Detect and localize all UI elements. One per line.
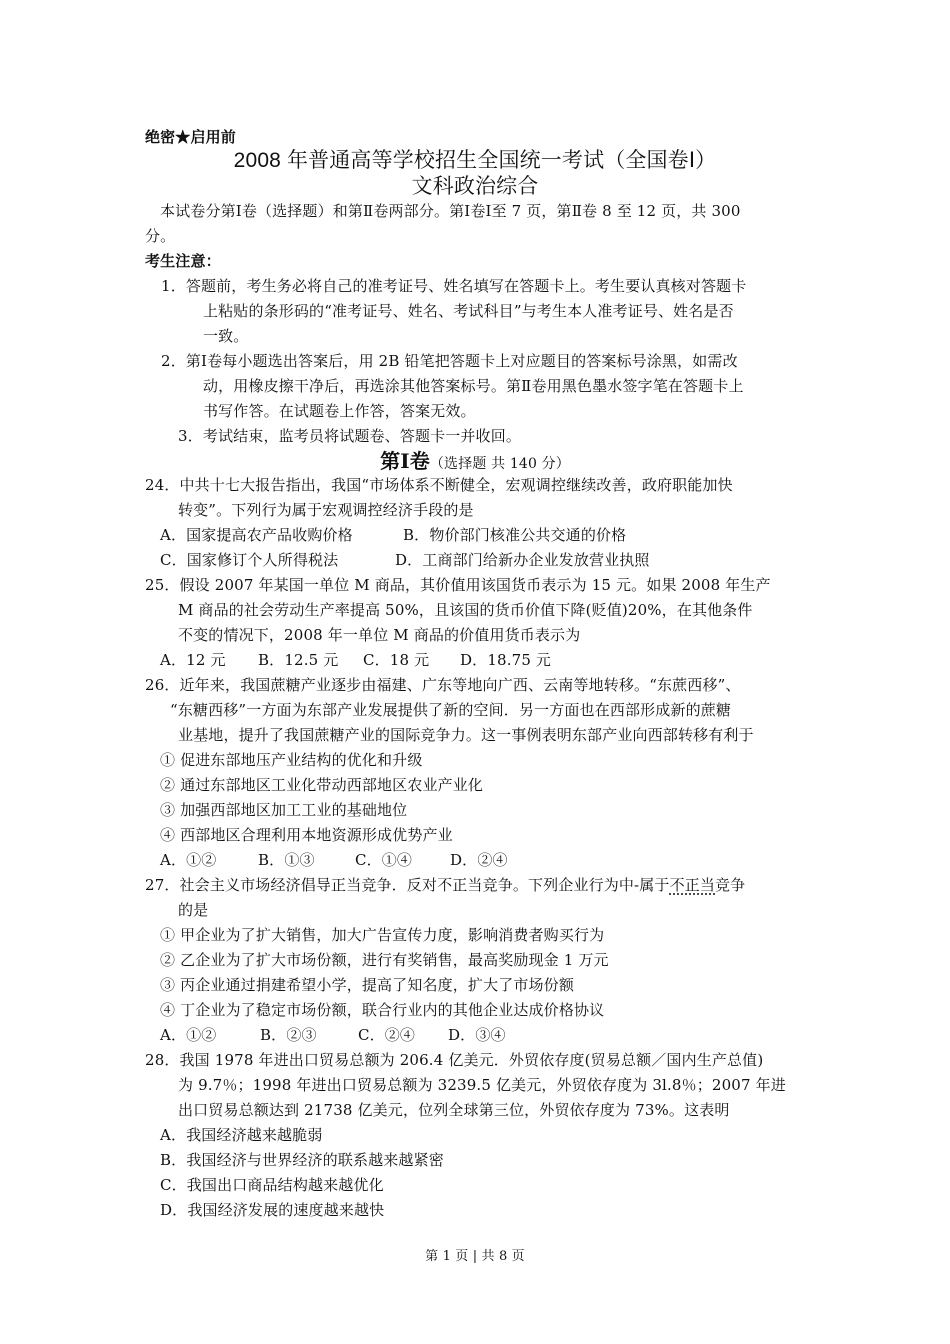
q25-line-2: M 商品的社会劳动生产率提高 50%，且该国的货币价值下降(贬值)20%，在其他条件 (178, 601, 753, 619)
q27-statement-4: ④ 丁企业为了稳定市场份额，联合行业内的其他企业达成价格协议 (160, 1001, 605, 1019)
page-footer: 第 1 页 | 共 8 页 (425, 1249, 525, 1264)
confidential-label: 绝密★启用前 (145, 128, 236, 146)
section-title (0, 449, 950, 473)
notice-item-1-line-2: 上粘贴的条形码的“准考证号、姓名、考试科目”与考生本人准考证号、姓名是否 (203, 302, 734, 320)
q26-option-c: C．①④ (355, 851, 413, 869)
q28-line-2: 为 9.7％；1998 年进出口贸易总额为 3239.5 亿美元，外贸依存度为 3l.8％；2007 年进 (178, 1076, 786, 1094)
q26-option-b: B．①③ (258, 851, 315, 869)
q28-option-d: D．我国经济发展的速度越来越快 (160, 1201, 385, 1219)
section-subtitle: （选择题 共 140 分） (429, 456, 570, 472)
q27-emphasis: 不正当 (669, 876, 716, 894)
q26-option-a: A．①② (160, 851, 217, 869)
q25-option-d: D．18.75 元 (460, 651, 552, 669)
notice-item-1-line-1: 1．答题前，考生务必将自己的准考证号、姓名填写在答题卡上。考生要认真核对答题卡 (161, 277, 747, 295)
q25-line-1: 25．假设 2007 年某国一单位 M 商品，其价值用该国货币表示为 15 元。如果 2008 年生产 (145, 576, 771, 594)
q28-line-1: 28．我国 1978 年进出口贸易总额为 206.4 亿美元．外贸依存度(贸易总额／国内生产总值) (145, 1051, 764, 1069)
q27-line-2: 的是 (178, 901, 209, 919)
q27-statement-2: ② 乙企业为了扩大市场份额，进行有奖销售，最高奖励现金 1 万元 (160, 951, 609, 969)
q26-line-1: 26．近年来，我国蔗糖产业逐步由福建、广东等地向广西、云南等地转移。“东蔗西移”、 (145, 676, 741, 694)
q27-statement-1: ① 甲企业为了扩大销售，加大广告宣传力度，影响消费者购买行为 (160, 926, 605, 944)
q24-option-c: C．国家修订个人所得税法 (160, 551, 339, 569)
notice-item-2-line-2: 动，用橡皮擦干净后，再选涂其他答案标号。第Ⅱ卷用黑色墨水签字笔在答题卡上 (203, 377, 744, 395)
q26-statement-1: ① 促进东部地压产业结构的优化和升级 (160, 751, 423, 769)
q27-option-b: B．②③ (260, 1026, 317, 1044)
q27-statement-3: ③ 丙企业通过捐建希望小学，提高了知名度，扩大了市场份额 (160, 976, 574, 994)
q24-option-b: B．物价部门核准公共交通的价格 (403, 526, 627, 544)
q26-option-d: D．②④ (450, 851, 508, 869)
q28-line-3: 出口贸易总额达到 21738 亿美元，位列全球第三位，外贸依存度为 73%。这表明 (178, 1101, 730, 1119)
q28-option-a: A．我国经济越来越脆弱 (160, 1126, 323, 1144)
notice-heading: 考生注意： (145, 252, 221, 270)
exam-title: 2008 年普通高等学校招生全国统一考试（全国卷Ⅰ） (233, 149, 717, 172)
q27-line-1-end: 竞争 (715, 876, 746, 894)
q24-line-2: 转变”。下列行为属于宏观调控经济手段的是 (178, 501, 474, 519)
notice-item-2-line-1: 2．第Ⅰ卷每小题选出答案后，用 2B 铅笔把答题卡上对应题目的答案标号涂黑，如需改 (161, 352, 738, 370)
q26-line-2: “东糖西移”一方面为东部产业发展提供了新的空间．另一方面也在西部形成新的蔗糖 (170, 701, 732, 719)
q24-option-a: A．国家提高农产品收购价格 (160, 526, 353, 544)
q27-option-a: A．①② (160, 1026, 217, 1044)
notice-item-3: 3．考试结束，监考员将试题卷、答题卡一并收回。 (178, 427, 521, 445)
intro-line-2: 分。 (145, 227, 176, 245)
q26-line-3: 业基地，提升了我国蔗糖产业的国际竞争力。这一事例表明东部产业向西部转移有利于 (178, 726, 754, 744)
q25-option-a: A．12 元 (160, 651, 226, 669)
q24-line-1: 24．中共十七大报告指出，我国“市场体系不断健全，宏观调控继续改善，政府职能加快 (145, 476, 733, 494)
q27-line-1-text: 27．社会主义市场经济倡导正当竞争．反对不正当竞争。下列企业行为中-属于 (145, 876, 670, 894)
q26-statement-4: ④ 西部地区合理利用本地资源形成优势产业 (160, 826, 453, 844)
q25-option-b: B．12.5 元 (258, 651, 339, 669)
exam-subtitle: 文科政治综合 (411, 175, 539, 198)
q27-option-d: D．③④ (448, 1026, 506, 1044)
q27-line-1 (145, 876, 745, 894)
q27-option-c: C．②④ (358, 1026, 416, 1044)
section-main-title: 第Ⅰ卷 (380, 449, 430, 473)
intro-line-1: 本试卷分第Ⅰ卷（选择题）和第Ⅱ卷两部分。第Ⅰ卷Ⅰ至 7 页，第Ⅱ卷 8 至 12 页，共 300 (160, 202, 741, 220)
q28-option-b: B．我国经济与世界经济的联系越来越紧密 (160, 1151, 444, 1169)
q24-option-d: D．工商部门给新办企业发放营业执照 (395, 551, 650, 569)
q25-option-c: C．18 元 (363, 651, 430, 669)
q25-line-3: 不变的情况下，2008 年一单位 M 商品的价值用货币表示为 (178, 626, 581, 644)
q26-statement-2: ② 通过东部地区工业化带动西部地区农业产业化 (160, 776, 484, 794)
q26-statement-3: ③ 加强西部地区加工工业的基础地位 (160, 801, 408, 819)
q28-option-c: C．我国出口商品结构越来越优化 (160, 1176, 384, 1194)
notice-item-2-line-3: 书写作答。在试题卷上作答，答案无效。 (203, 402, 476, 420)
notice-item-1-line-3: 一致。 (203, 327, 249, 345)
